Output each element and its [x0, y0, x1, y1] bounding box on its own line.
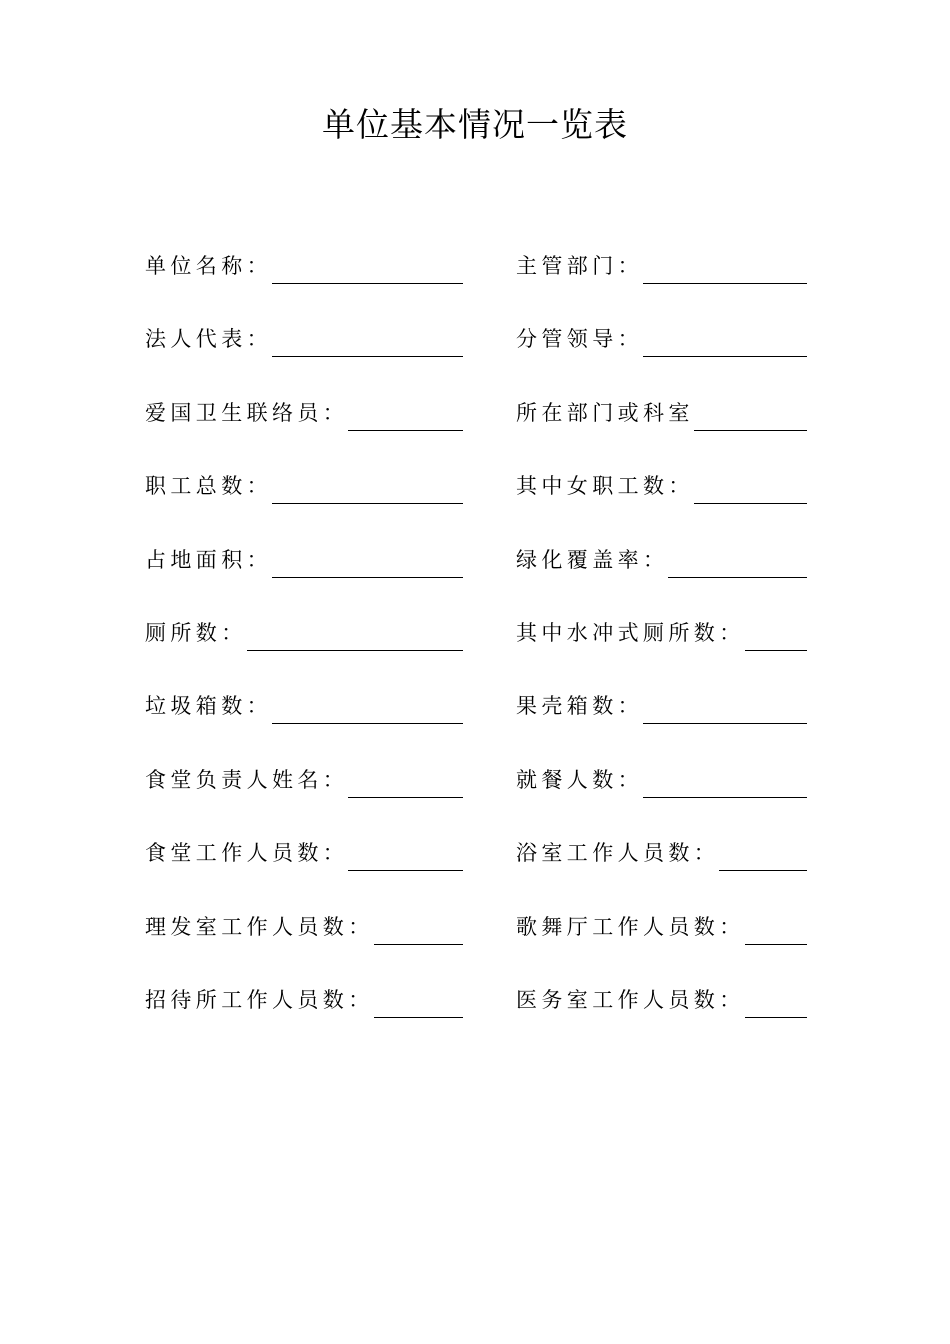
field-total-staff	[145, 468, 463, 504]
field-canteen-staff	[145, 835, 463, 871]
land-area-blank[interactable]	[272, 543, 463, 578]
form-row	[0, 387, 950, 460]
form-row	[0, 313, 950, 386]
field-toilet-count	[145, 615, 463, 651]
field-litter-box-count	[516, 688, 807, 724]
field-label: 法人代表：	[145, 327, 272, 352]
page-title: 单位基本情况一览表	[322, 105, 628, 144]
field-label: 厕所数：	[145, 620, 247, 645]
field-canteen-manager	[145, 762, 463, 798]
department-blank[interactable]	[694, 396, 807, 431]
field-label: 绿化覆盖率：	[516, 547, 669, 572]
field-label: 食堂工作人员数：	[145, 841, 349, 866]
field-guesthouse-staff	[145, 982, 463, 1018]
green-coverage-blank[interactable]	[668, 543, 807, 578]
legal-rep-blank[interactable]	[272, 322, 463, 357]
total-staff-blank[interactable]	[272, 469, 463, 504]
leader-in-charge-blank[interactable]	[643, 322, 807, 357]
field-label: 爱国卫生联络员：	[145, 400, 349, 425]
field-label: 分管领导：	[516, 327, 643, 352]
female-staff-blank[interactable]	[694, 469, 807, 504]
field-legal-rep	[145, 321, 463, 357]
field-trash-bin-count	[145, 688, 463, 724]
field-clinic-staff	[516, 982, 807, 1018]
field-label: 主管部门：	[516, 254, 643, 278]
field-female-staff	[516, 468, 807, 504]
field-leader-in-charge	[516, 321, 807, 357]
form-row	[0, 827, 950, 900]
field-label: 单位名称：	[145, 254, 272, 278]
form-row	[0, 754, 950, 827]
trash-bin-count-blank[interactable]	[272, 689, 463, 724]
diners-count-blank[interactable]	[643, 763, 807, 798]
field-supervising-dept	[516, 248, 807, 284]
field-green-coverage	[516, 542, 807, 578]
field-label: 浴室工作人员数：	[516, 841, 720, 866]
field-dance-hall-staff	[516, 909, 807, 945]
field-label: 理发室工作人员数：	[145, 914, 374, 939]
field-label: 果壳箱数：	[516, 694, 643, 719]
bathroom-staff-blank[interactable]	[719, 836, 807, 871]
unit-name-blank[interactable]	[272, 249, 463, 284]
field-label: 其中女职工数：	[516, 474, 694, 499]
guesthouse-staff-blank[interactable]	[374, 983, 463, 1018]
field-land-area	[145, 542, 463, 578]
field-department	[516, 395, 807, 431]
dance-hall-staff-blank[interactable]	[745, 910, 807, 945]
form-row	[0, 460, 950, 533]
form-row	[0, 240, 950, 313]
supervising-dept-blank[interactable]	[643, 249, 807, 284]
field-label: 职工总数：	[145, 474, 272, 499]
field-barber-staff	[145, 909, 463, 945]
litter-box-count-blank[interactable]	[643, 689, 807, 724]
toilet-count-blank[interactable]	[247, 616, 463, 651]
info-form	[0, 240, 950, 1047]
field-unit-name	[145, 248, 463, 284]
field-label: 食堂负责人姓名：	[145, 767, 349, 792]
health-liaison-blank[interactable]	[348, 396, 463, 431]
canteen-manager-blank[interactable]	[348, 763, 463, 798]
barber-staff-blank[interactable]	[374, 910, 463, 945]
clinic-staff-blank[interactable]	[745, 983, 807, 1018]
form-row	[0, 534, 950, 607]
field-health-liaison	[145, 395, 463, 431]
field-flush-toilet-count	[516, 615, 807, 651]
field-label: 占地面积：	[145, 547, 272, 572]
field-label: 医务室工作人员数：	[516, 987, 745, 1012]
field-bathroom-staff	[516, 835, 807, 871]
field-label: 所在部门或科室	[516, 400, 694, 425]
field-diners-count	[516, 762, 807, 798]
form-row	[0, 680, 950, 753]
form-row	[0, 607, 950, 680]
form-row	[0, 974, 950, 1047]
field-label: 歌舞厅工作人员数：	[516, 914, 745, 939]
form-row	[0, 901, 950, 974]
field-label: 垃圾箱数：	[145, 694, 272, 719]
field-label: 就餐人数：	[516, 767, 643, 792]
flush-toilet-count-blank[interactable]	[745, 616, 807, 651]
field-label: 招待所工作人员数：	[145, 987, 374, 1012]
field-label: 其中水冲式厕所数：	[516, 620, 745, 645]
canteen-staff-blank[interactable]	[348, 836, 463, 871]
